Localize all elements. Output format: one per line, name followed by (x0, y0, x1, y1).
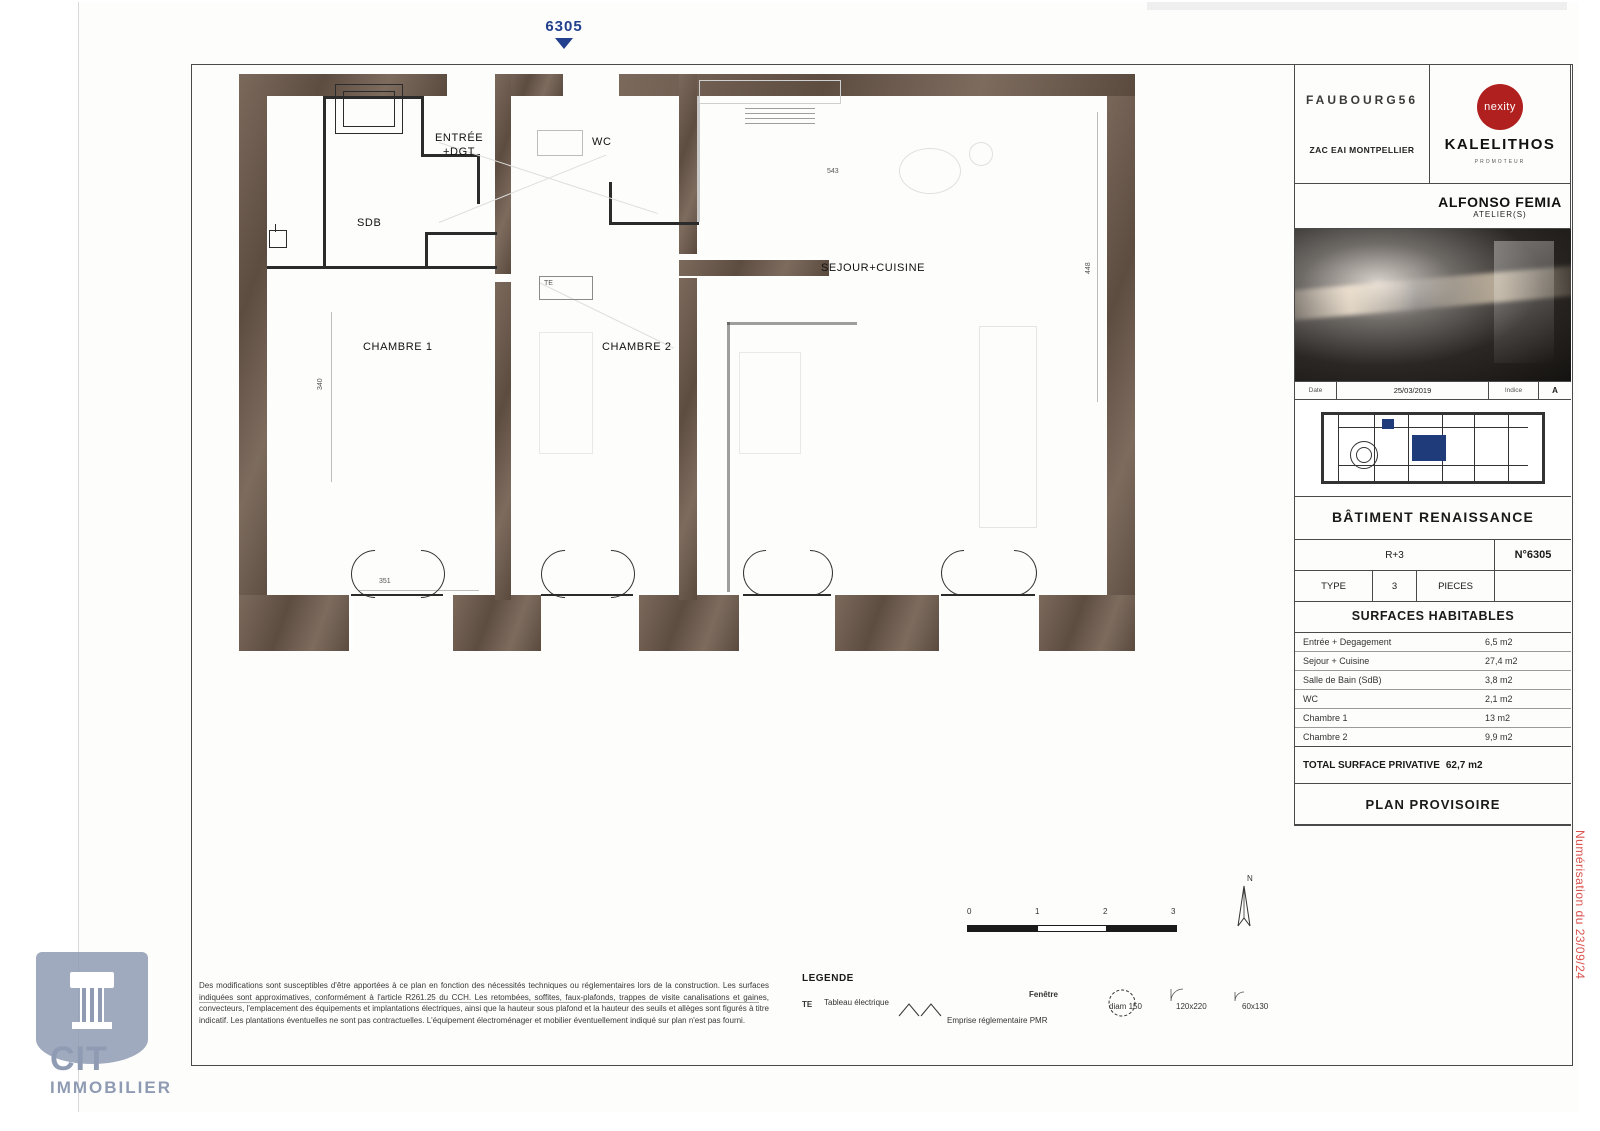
door-size-1: diam 150 (1109, 1002, 1142, 1011)
surface-row (1295, 652, 1571, 671)
drawing-sheet (78, 2, 1587, 1112)
surface-row (1295, 690, 1571, 709)
window-sill-1 (351, 594, 443, 596)
te-label: TE (544, 280, 553, 287)
window-symbol-icon (897, 1002, 945, 1018)
keyplan-row (1295, 400, 1571, 497)
wall-sdb-left (323, 96, 326, 268)
surfaces-table (1295, 633, 1571, 746)
legend-fenetre-text: Emprise réglementaire PMR (947, 1016, 1048, 1025)
kitchen-line-1 (745, 108, 815, 109)
zac-label: ZAC EAI MONTPELLIER (1309, 145, 1415, 155)
dim-line-left (331, 312, 332, 482)
dim-line-right (1097, 112, 1098, 402)
date-label: Date (1295, 382, 1337, 399)
legend-title: LEGENDE (802, 973, 854, 984)
door-size-2: 120x220 (1176, 1002, 1207, 1011)
watermark-column (80, 988, 104, 1022)
wall-dgt-e (425, 232, 428, 268)
legend-pmr-text: Fenêtre (1029, 990, 1058, 999)
legend-te-code: TE (802, 1000, 813, 1009)
watermark-brand: CIT (50, 1040, 108, 1078)
room-label-entree-dgt: +DGT (443, 146, 476, 158)
partition-wc-left (679, 74, 697, 254)
north-label: N (1247, 874, 1253, 883)
facade-gap-a (349, 595, 353, 651)
indice-label: Indice (1489, 382, 1539, 399)
surface-value: 9,9 m2 (1485, 732, 1513, 742)
floor-plan (239, 18, 1279, 902)
type-spacer (1495, 571, 1571, 601)
facade-pier-2 (453, 595, 541, 651)
title-block (1294, 65, 1571, 826)
shower-tray-inner (343, 91, 395, 127)
watermark-base (72, 1022, 112, 1029)
facade-pier-5 (1039, 595, 1135, 651)
ch2-bed (539, 332, 593, 454)
scale-bar-graphic (967, 925, 1179, 932)
surface-value: 6,5 m2 (1485, 637, 1513, 647)
surfaces-header: SURFACES HABITABLES (1351, 609, 1515, 623)
total-label: TOTAL SURFACE PRIVATIVE (1303, 759, 1440, 771)
watermark-capital (70, 972, 114, 988)
surface-value: 13 m2 (1485, 713, 1511, 723)
window-sill-4 (941, 594, 1035, 596)
wall-kitchen-top (727, 322, 857, 325)
nexity-logo: nexity (1477, 84, 1523, 130)
window-arc-1b (387, 540, 455, 608)
kitchen-line-2 (745, 113, 815, 114)
facade-pier-1 (239, 595, 351, 651)
dim-543: 543 (827, 168, 839, 175)
kalelithos-subtitle: PROMOTEUR (1474, 158, 1526, 165)
status-row (1295, 784, 1571, 825)
key-plan (1295, 400, 1571, 496)
room-label-sejour: SEJOUR+CUISINE (821, 262, 926, 274)
architect-row (1295, 184, 1571, 229)
surface-label: Sejour + Cuisine (1303, 656, 1370, 666)
kitchen-line-3 (745, 118, 815, 119)
building-row (1295, 497, 1571, 540)
scale-tick-0: 0 (967, 907, 972, 916)
sink-tap (275, 224, 276, 232)
disclaimer-text: Des modifications sont susceptibles d'être apportées à ce plan en fonction des nécessités techniques ou réglementaires lors de la construction. Les surfaces indiquées sont approximatives, conformément à l'article R261.25 du CCH. Les retombées, soffites, faux-plafonds, trappes de visite canalisations et gaines, convecteurs, l'emplacement des équipements et implantations électriques, ainsi que la hauteur sous plafond et la hauteur des seuils et allèges sont figurés à titre indicatif. Les plantations éventuelles ne sont pas contractuelles. L'équipement électroménager et mobilier éventuellement indiqué sur plan n'est pas fourni. (199, 981, 769, 1025)
sheet-top-edge (1147, 2, 1567, 10)
scale-ticks (967, 907, 1179, 917)
scale-tick-3: 3 (1171, 907, 1176, 916)
date-value: 25/03/2019 (1337, 382, 1489, 399)
scale-bar (967, 907, 1179, 932)
room-label-chambre1: CHAMBRE 1 (363, 341, 433, 353)
surface-label: Entrée + Degagement (1303, 637, 1392, 647)
surface-label: Chambre 2 (1303, 732, 1348, 742)
facade-pier-4 (835, 595, 939, 651)
wc-fixture (537, 130, 583, 156)
window-sill-2 (541, 594, 633, 596)
surface-label: Chambre 1 (1303, 713, 1348, 723)
type-value: 3 (1373, 571, 1417, 601)
kalelithos-logo (1445, 136, 1556, 153)
wall-top-b (503, 74, 563, 96)
total-value: 62,7 m2 (1445, 759, 1483, 771)
dim-448: 448 (1085, 262, 1092, 274)
photo-row (1295, 229, 1571, 382)
surface-value: 2,1 m2 (1485, 694, 1513, 704)
disclaimer-strike (199, 1002, 759, 1003)
partition-ch2-left (679, 278, 697, 600)
type-label: TYPE (1295, 571, 1373, 601)
level-row (1295, 540, 1571, 571)
indice-value: A (1552, 386, 1558, 395)
building-name: BÂTIMENT RENAISSANCE (1331, 509, 1535, 525)
kitchen-line-4 (745, 123, 815, 124)
partition-ch2-top (679, 260, 829, 276)
type-unit: PIECES (1417, 571, 1495, 601)
unit-marker-triangle (555, 38, 573, 49)
kalelithos-text: ALELITHOS (1456, 135, 1556, 153)
sink-sdb (269, 230, 287, 248)
project-photo (1295, 229, 1571, 381)
room-label-sdb: SDB (357, 217, 382, 229)
north-arrow (1227, 874, 1261, 930)
unit-number: N°6305 (1514, 549, 1552, 561)
level-value: R+3 (1295, 540, 1495, 570)
surface-row (1295, 709, 1571, 728)
wall-right (1107, 74, 1135, 620)
surface-label: Salle de Bain (SdB) (1303, 675, 1382, 685)
wall-sdb-bottom (267, 266, 497, 269)
unit-marker (524, 18, 604, 49)
wall-wc-left (609, 182, 612, 224)
wall-dgt-d (425, 232, 497, 235)
dim-340: 340 (317, 378, 324, 390)
scan-note: Numérisation du 23/09/24 (1573, 830, 1587, 980)
partition-entry-left (495, 74, 511, 274)
scale-tick-2: 2 (1103, 907, 1108, 916)
nexity-kalelithos-cell (1430, 65, 1571, 183)
room-label-wc: WC (592, 136, 612, 148)
surface-row (1295, 671, 1571, 690)
partition-mid-left (495, 282, 511, 600)
kalelithos-initial: K (1444, 135, 1457, 153)
architect-cell (1430, 184, 1571, 228)
date-row (1295, 382, 1571, 400)
surface-value: 3,8 m2 (1485, 675, 1513, 685)
ch2-furniture (739, 352, 801, 454)
wall-left (239, 74, 267, 620)
legend-te-text: Tableau électrique (824, 998, 889, 1007)
wall-dgt-a (421, 96, 424, 156)
watermark-subbrand: IMMOBILIER (50, 1078, 172, 1097)
living-table (899, 148, 961, 194)
unit-marker-number: 6305 (545, 18, 583, 35)
watermark-logo (36, 952, 196, 1102)
door-symbols-icon (1169, 987, 1279, 1005)
logos-row (1295, 65, 1571, 184)
dim-351: 351 (379, 578, 391, 585)
surface-row (1295, 633, 1571, 652)
window-sill-3 (743, 594, 831, 596)
architect-subtitle: ATELIER(S) (1473, 209, 1527, 219)
door-size-3: 60x130 (1242, 1002, 1269, 1011)
kitchen-counter (699, 80, 841, 104)
surface-row (1295, 728, 1571, 746)
window-arc-2b (577, 540, 645, 608)
type-row (1295, 571, 1571, 602)
wall-kitchen-edge (727, 322, 730, 592)
facade-pier-3 (639, 595, 739, 651)
architect-name: ALFONSO FEMIA (1438, 193, 1562, 210)
room-label-chambre2: CHAMBRE 2 (602, 341, 672, 353)
surfaces-header-row (1295, 602, 1571, 633)
key-plan-diagram (1321, 412, 1545, 484)
living-sofa (979, 326, 1037, 528)
architect-spacer (1295, 184, 1430, 228)
wall-wc-right (697, 96, 700, 222)
wall-dgt-c (477, 154, 480, 204)
wall-wc-bottom (609, 222, 699, 225)
developer-logo-cell (1295, 65, 1430, 183)
scale-tick-1: 1 (1035, 907, 1040, 916)
total-row (1295, 746, 1571, 784)
living-chair (969, 142, 993, 166)
faubourg-logo: FAUBOURG56 (1305, 93, 1418, 107)
room-label-entree: ENTRÉE (435, 132, 484, 144)
plan-status: PLAN PROVISOIRE (1365, 796, 1501, 812)
surface-value: 27,4 m2 (1485, 656, 1518, 666)
surface-label: WC (1303, 694, 1318, 704)
